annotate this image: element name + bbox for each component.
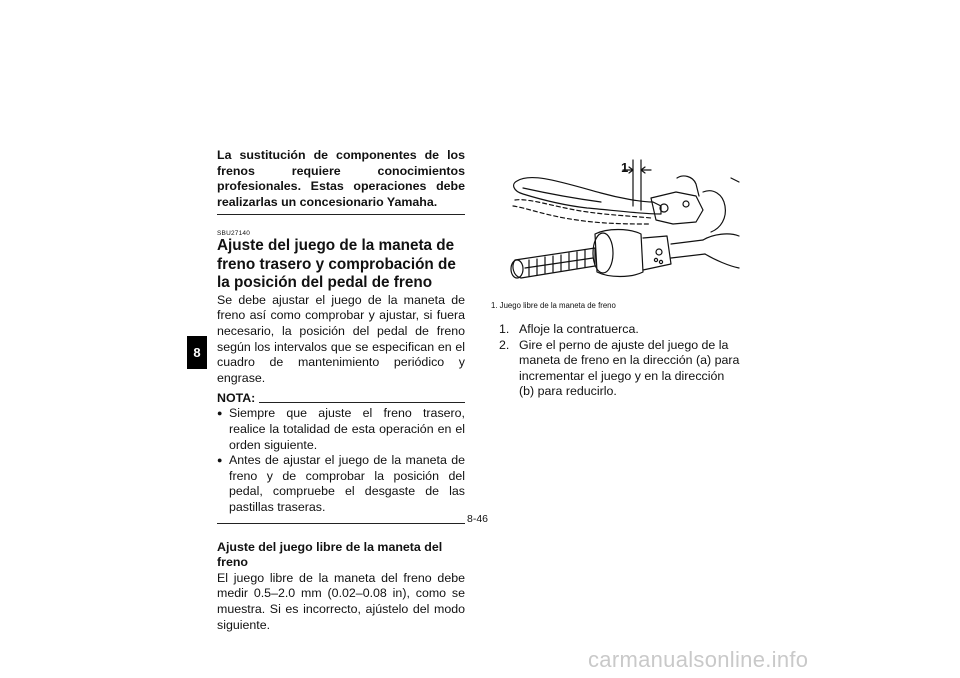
nota-rule: [259, 402, 465, 403]
subsection-title: Ajuste del juego libre de la maneta del freno: [217, 539, 443, 570]
step-text: Afloje la contratuerca.: [519, 322, 639, 336]
list-item: [491, 322, 741, 338]
list-item: [491, 338, 741, 400]
subsection-text: El juego libre de la maneta del freno debe medir 0.5–2.0 mm (0.02–0.08 in), como se muestra. Si es incorrecto, ajústelo del modo siguiente.: [217, 570, 465, 632]
nota-end-rule: [217, 523, 465, 524]
bullet-icon: ●: [217, 455, 223, 466]
section-title: Ajuste del juego de la maneta de freno trasero y comprobación de la posición del pedal de freno: [217, 237, 456, 292]
right-column: [491, 148, 741, 400]
list-item: [217, 453, 465, 515]
nota-list: [217, 406, 465, 515]
section-intro: Se debe ajustar el juego de la maneta de freno así como comprobar y ajustar, si fuera necesario, la posición del pedal de freno según los intervalos que se especifican en el cuadro de mantenimiento periódico y engrase.: [217, 292, 465, 385]
page-number: 8-46: [467, 513, 489, 525]
list-item: [217, 406, 465, 453]
brake-lever-figure: [491, 148, 741, 298]
step-text: Gire el perno de ajuste del juego de la maneta de freno en la dirección (a) para incrementar el juego y en la dirección (b) para reducirlo.: [519, 337, 740, 399]
nota-label: NOTA:: [217, 391, 256, 406]
warning-rule: [217, 214, 465, 215]
watermark: carmanualsonline.info: [588, 647, 809, 672]
figure-label: 1: [621, 160, 629, 175]
chapter-tab: 8: [187, 336, 207, 369]
step-number: 2.: [499, 337, 510, 352]
figure-caption: 1. Juego libre de la maneta de freno: [491, 301, 616, 310]
nota-item-text: Siempre que ajuste el freno trasero, realice la totalidad de esta operación en el orden siguiente.: [229, 406, 465, 452]
brake-lever-illustration-icon: [491, 148, 741, 298]
step-number: 1.: [499, 322, 510, 336]
steps-list: [491, 322, 741, 400]
section-code: SBU27140: [217, 230, 251, 238]
nota-item-text: Antes de ajustar el juego de la maneta de freno y de comprobar la posición del pedal, compruebe el desgaste de las pastillas traseras.: [229, 453, 465, 514]
nota-header: [217, 391, 465, 406]
bullet-icon: ●: [217, 408, 223, 419]
left-column: [217, 148, 465, 633]
warning-text: La sustitución de componentes de los frenos requiere conocimientos profesionales. Estas operaciones debe realizarlas un concesionario Yamaha.: [217, 148, 465, 209]
